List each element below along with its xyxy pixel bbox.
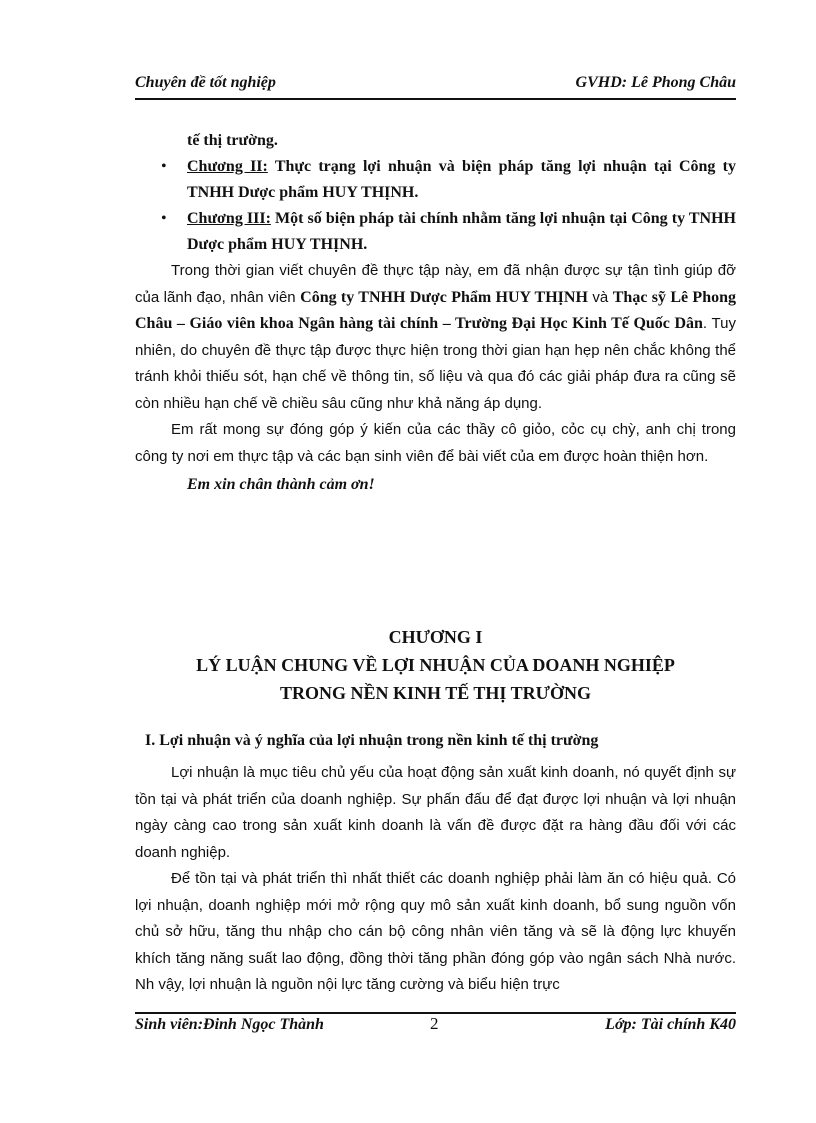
chapter-title-line2: TRONG NỀN KINH TẾ THỊ TRƯỜNG xyxy=(280,683,591,703)
header-rule xyxy=(135,98,736,100)
chapter-title xyxy=(135,623,736,707)
acknowledgement-paragraph: Trong thời gian viết chuyên đề thực tập này, em đã nhận được sự tận tình giúp đỡ của lãnh đạo, nhân viên Công ty TNHH Dược Phẩm HUY THỊNH và Thạc sỹ Lê Phong Châu – Giáo viên khoa Ngân hàng tài chính – Trường Đại Học Kinh Tế Quốc Dân. Tuy nhiên, do chuyên đề thực tập được thực hiện trong thời gian hạn hẹp nên chắc không thể tránh khỏi thiếu sót, hạn chế về thông tin, số liệu và qua đó các giải pháp đưa ra cũng sẽ còn nhiều hạn chế về chiều sâu cũng như khả năng áp dụng. xyxy=(135,262,736,412)
chapter-list xyxy=(135,128,736,258)
thanks-line: Em xin chân thành cảm ơn! xyxy=(187,476,375,493)
header-left: Chuyên đề tốt nghiệp xyxy=(135,74,276,91)
list-continuation: tế thị trường. xyxy=(187,132,278,149)
chapter-title-line1: LÝ LUẬN CHUNG VỀ LỢI NHUẬN CỦA DOANH NGHIỆP xyxy=(196,655,675,675)
request-paragraph: Em rất mong sự đóng góp ý kiến của các thầy cô giỏo, cỏc cụ chỳ, anh chị trong công ty nơi em thực tập và các bạn sinh viên để bài viết của em được hoàn thiện hơn. xyxy=(135,421,736,465)
footer-student: Sinh viên:Đinh Ngọc Thành xyxy=(135,1016,324,1033)
page-number: 2 xyxy=(430,1014,439,1033)
section-heading: I. Lợi nhuận và ý nghĩa của lợi nhuận trong nền kinh tế thị trường xyxy=(145,732,599,749)
footer-class: Lớp: Tài chính K40 xyxy=(605,1016,736,1033)
section-paragraph: Để tồn tại và phát triển thì nhất thiết các doanh nghiệp phải làm ăn có hiệu quả. Có lợi nhuận, doanh nghiệp mới mở rộng quy mô sản xuất kinh doanh, bổ sung nguồn vốn chủ sở hữu, tăng thu nhập cho cán bộ công nhân viên tăng và sẽ là động lực khuyến khích tăng năng suất lao động, đồng thời tăng phần đóng góp vào ngân sách Nhà nước. Nh vậy, lợi nhuận là nguồn nội lực tăng cường và biểu hiện trực xyxy=(135,870,736,993)
chapter-ref: Chương III: xyxy=(187,210,271,227)
page-footer xyxy=(135,1016,736,1040)
section-body xyxy=(135,760,736,999)
intro-content xyxy=(135,128,736,498)
chapter-number: CHƯƠNG I xyxy=(388,627,483,647)
list-item: • Chương III: Một số biện pháp tài chính nhằm tăng lợi nhuận tại Công ty TNHH Dược phẩm HUY THỊNH. xyxy=(135,206,736,258)
section-paragraph: Lợi nhuận là mục tiêu chủ yếu của hoạt động sản xuất kinh doanh, nó quyết định sự tồn tại và phát triển của doanh nghiệp. Sự phấn đấu để đạt được lợi nhuận và lợi nhuận ngày càng cao trong sản xuất kinh doanh là vấn đề được đặt ra hàng đầu đối với các doanh nghiệp. xyxy=(135,764,736,861)
chapter-ref: Chương II: xyxy=(187,158,268,175)
header-right: GVHD: Lê Phong Châu xyxy=(575,74,736,91)
page-header xyxy=(135,74,736,98)
list-item: • Chương II: Thực trạng lợi nhuận và biện pháp tăng lợi nhuận tại Công ty TNHH Dược phẩm HUY THỊNH. xyxy=(135,154,736,206)
